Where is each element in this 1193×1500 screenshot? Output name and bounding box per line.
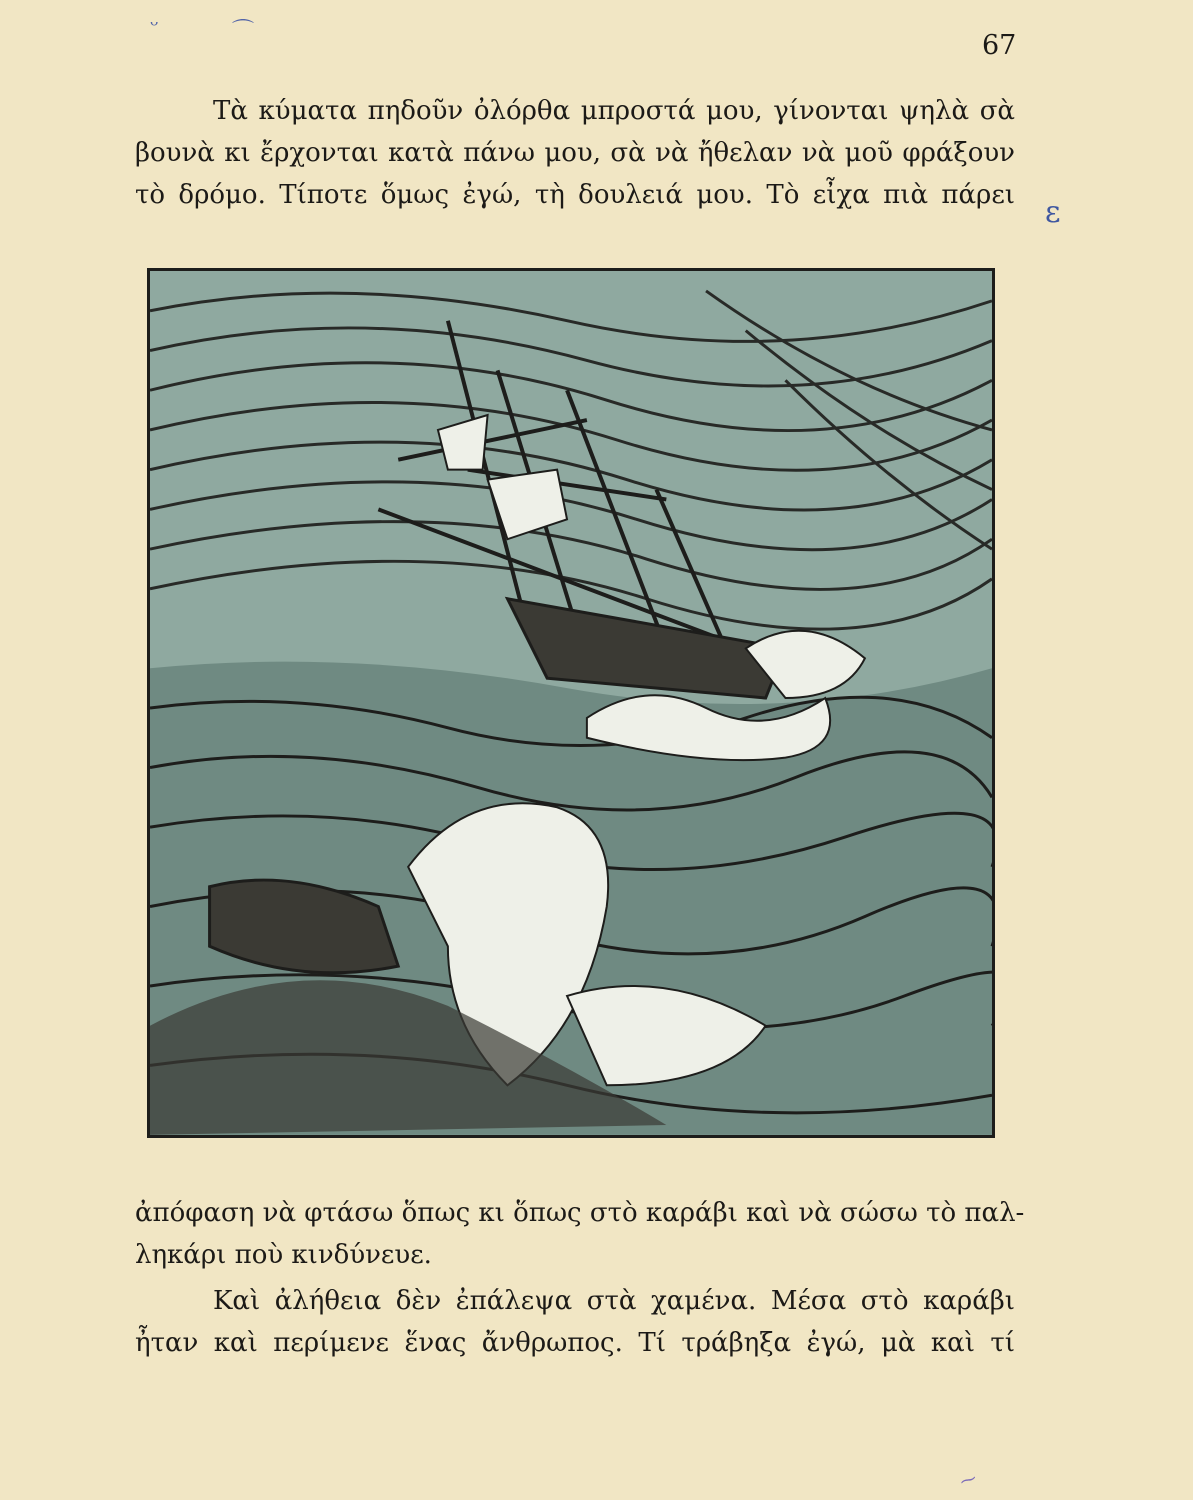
margin-squiggle-right: ⌒ <box>232 19 255 44</box>
page-number: 67 <box>982 30 1017 61</box>
text-line: Καὶ ἀλήθεια δὲν ἐπάλεψα στὰ χαμένα. Μέσα στὸ καράβι <box>213 1286 1015 1316</box>
paragraph-bottom-1 <box>135 1192 1025 1276</box>
margin-squiggle-left: ᵕ <box>150 14 159 39</box>
text-line: τὸ δρόμο. Τίποτε ὅμως ἐγώ, τὴ δουλειά μου. Τὸ εἶχα πιὰ πάρει <box>135 180 1015 210</box>
margin-pencil-mark: ε <box>1045 195 1061 230</box>
text-line: ἦταν καὶ περίμενε ἕνας ἄνθρωπος. Τί τράβηξα ἐγώ, μὰ καὶ τί <box>135 1328 1015 1358</box>
paragraph-top <box>135 90 1015 216</box>
shipwreck-illustration <box>147 268 995 1138</box>
corner-pencil-mark: ⁓ <box>957 1467 979 1492</box>
text-line: ληκάρι ποὺ κινδύνευε. <box>135 1240 432 1270</box>
paragraph-bottom-2 <box>135 1280 1015 1364</box>
text-line: Τὰ κύματα πηδοῦν ὀλόρθα μπροστά μου, γίνονται ψηλὰ σὰ <box>213 96 1015 126</box>
text-line: ἀπόφαση νὰ φτάσω ὅπως κι ὅπως στὸ καράβι καὶ νὰ σώσω τὸ παλ- <box>135 1198 1025 1228</box>
illustration-drawing <box>150 271 992 1135</box>
text-line: βουνὰ κι ἔρχονται κατὰ πάνω μου, σὰ νὰ ἤθελαν νὰ μοῦ φράξουν <box>135 138 1015 168</box>
